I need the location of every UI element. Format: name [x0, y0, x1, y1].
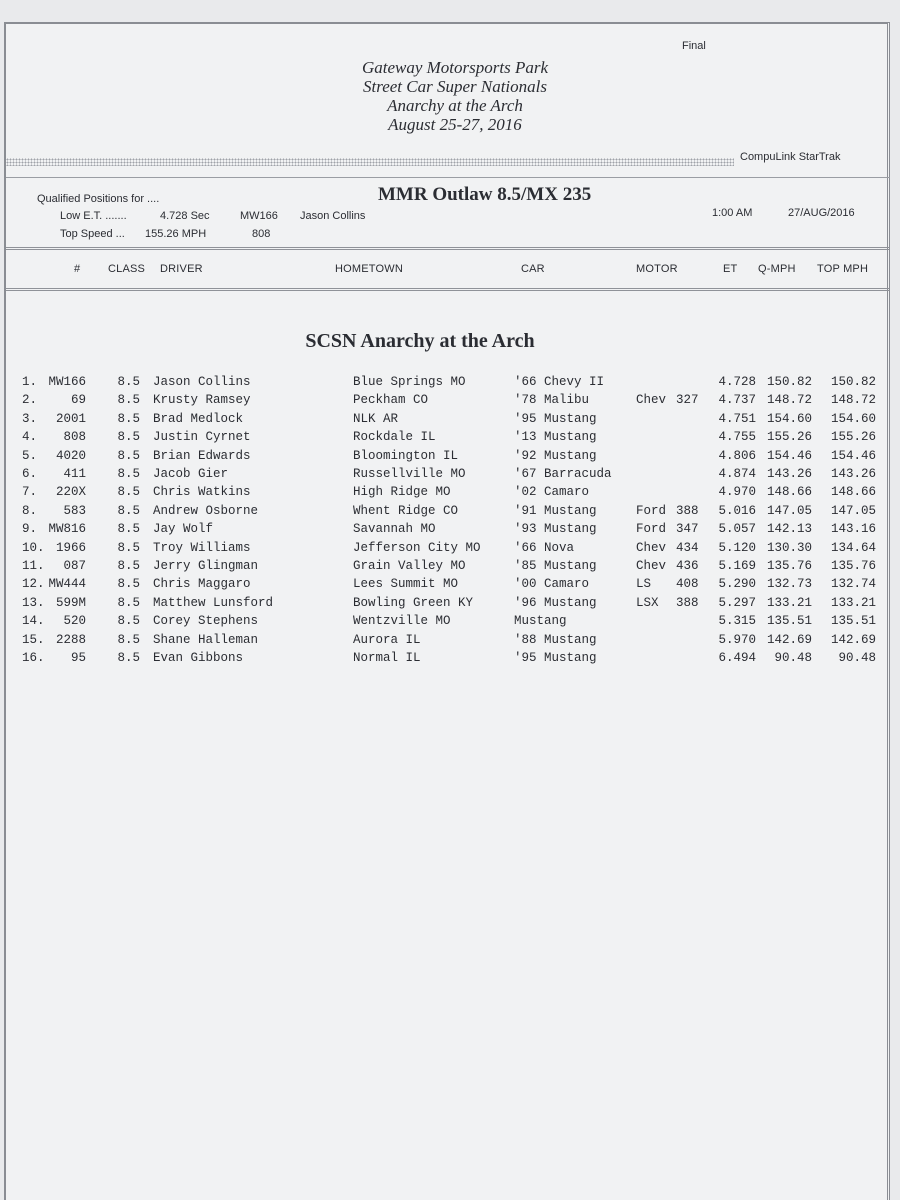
row-driver: Justin Cyrnet [153, 430, 251, 445]
system-label: CompuLink StarTrak [740, 151, 841, 163]
row-motor-cid: 388 [676, 595, 699, 610]
row-qmph: 142.13 [766, 522, 812, 537]
row-car-number: MW816 [48, 522, 86, 537]
row-car: '66 Chevy II [514, 375, 605, 389]
row-car-number: 599M [55, 595, 86, 610]
row-et: 5.057 [718, 522, 756, 537]
row-position: 8. [22, 503, 38, 518]
row-motor-cid: 327 [676, 393, 699, 408]
col-class: CLASS [108, 263, 146, 275]
row-qmph: 142.69 [766, 632, 812, 647]
row-position: 16. [22, 651, 45, 665]
header-rule-top [6, 247, 890, 250]
row-motor-make: Ford [636, 503, 667, 518]
row-qmph: 148.72 [766, 393, 812, 408]
row-car-number: 2001 [55, 411, 86, 426]
row-position: 3. [22, 411, 38, 426]
row-topmph: 147.05 [830, 503, 876, 518]
row-hometown: Normal IL [353, 651, 421, 665]
row-class: 8.5 [117, 411, 140, 426]
row-qmph: 135.76 [766, 559, 812, 573]
row-car: '96 Mustang [514, 595, 597, 610]
row-hometown: Whent Ridge CO [353, 503, 459, 518]
row-et: 4.806 [718, 448, 756, 463]
low-et-driver: Jason Collins [300, 210, 366, 222]
row-driver: Chris Maggaro [153, 577, 251, 592]
row-position: 4. [22, 430, 38, 445]
report-date: 27/AUG/2016 [788, 207, 855, 219]
row-driver: Troy Williams [153, 540, 251, 555]
row-class: 8.5 [117, 467, 140, 481]
row-hometown: NLK AR [353, 411, 399, 426]
col-car: CAR [521, 263, 545, 275]
row-class: 8.5 [117, 393, 140, 408]
class-title: MMR Outlaw 8.5/MX 235 [378, 184, 592, 205]
row-car-number: 583 [63, 503, 86, 518]
row-topmph: 90.48 [838, 651, 876, 665]
row-hometown: Bloomington IL [353, 448, 459, 463]
row-hometown: Savannah MO [353, 522, 436, 537]
row-topmph: 143.16 [830, 522, 876, 537]
row-et: 4.874 [718, 467, 756, 481]
row-qmph: 154.46 [766, 448, 812, 463]
row-topmph: 132.74 [830, 577, 876, 592]
row-driver: Shane Halleman [153, 632, 259, 647]
row-topmph: 154.46 [830, 448, 876, 463]
event-series: Street Car Super Nationals [362, 77, 547, 96]
row-motor-cid: 434 [676, 540, 699, 555]
header-rule-bottom [6, 288, 890, 291]
row-qmph: 147.05 [766, 503, 812, 518]
row-car: '00 Camaro [514, 577, 590, 592]
row-driver: Jerry Glingman [153, 559, 259, 573]
row-class: 8.5 [117, 651, 140, 665]
row-et: 5.016 [718, 503, 756, 518]
row-car-number: MW166 [48, 375, 86, 389]
row-position: 11. [22, 559, 45, 573]
row-qmph: 143.26 [766, 467, 812, 481]
row-topmph: 143.26 [830, 467, 876, 481]
row-class: 8.5 [117, 485, 140, 500]
row-car: '95 Mustang [514, 411, 597, 426]
row-position: 9. [22, 522, 38, 537]
top-speed-value: 155.26 MPH [145, 228, 207, 240]
row-motor-cid: 388 [676, 503, 699, 518]
row-car: '93 Mustang [514, 522, 597, 537]
row-position: 1. [22, 375, 38, 389]
row-class: 8.5 [117, 614, 140, 629]
event-name: Anarchy at the Arch [387, 96, 523, 115]
row-car: '66 Nova [514, 540, 575, 555]
row-driver: Krusty Ramsey [153, 393, 251, 408]
qualified-label: Qualified Positions for .... [37, 193, 160, 205]
event-dates: August 25-27, 2016 [388, 115, 522, 134]
event-title: SCSN Anarchy at the Arch [305, 330, 535, 352]
row-hometown: High Ridge MO [353, 485, 451, 500]
row-motor-make: Chev [636, 393, 667, 408]
row-class: 8.5 [117, 430, 140, 445]
row-motor-make: Ford [636, 522, 667, 537]
row-car-number: MW444 [48, 577, 86, 592]
row-topmph: 135.51 [830, 614, 876, 629]
col-hometown: HOMETOWN [335, 263, 404, 275]
row-hometown: Wentzville MO [353, 614, 451, 629]
dither-rule [6, 158, 734, 166]
row-qmph: 133.21 [766, 595, 812, 610]
row-et: 4.737 [718, 393, 756, 408]
row-et: 5.297 [718, 595, 756, 610]
row-et: 4.970 [718, 485, 756, 500]
row-car: '92 Mustang [514, 448, 597, 463]
row-position: 13. [22, 595, 45, 610]
col-driver: DRIVER [160, 263, 203, 275]
row-car-number: 95 [70, 651, 86, 665]
row-motor-make: LS [636, 577, 652, 592]
row-motor-make: Chev [636, 540, 667, 555]
low-et-car: MW166 [240, 210, 278, 222]
row-driver: Matthew Lunsford [153, 595, 274, 610]
col-topmph: TOP MPH [817, 263, 869, 275]
row-qmph: 154.60 [766, 411, 812, 426]
row-et: 4.751 [718, 411, 756, 426]
low-et-value: 4.728 Sec [160, 210, 210, 222]
row-car-number: 2288 [55, 632, 86, 647]
row-topmph: 135.76 [830, 559, 876, 573]
col-qmph: Q-MPH [758, 263, 796, 275]
row-position: 7. [22, 485, 38, 500]
row-driver: Chris Watkins [153, 485, 251, 500]
row-hometown: Peckham CO [353, 393, 429, 408]
row-topmph: 155.26 [830, 430, 876, 445]
row-class: 8.5 [117, 375, 140, 389]
row-et: 6.494 [718, 651, 756, 665]
row-car: '13 Mustang [514, 430, 597, 445]
row-qmph: 130.30 [766, 540, 812, 555]
row-et: 5.169 [718, 559, 756, 573]
row-qmph: 90.48 [774, 651, 812, 665]
row-motor-make: LSX [636, 595, 659, 610]
row-qmph: 150.82 [766, 375, 812, 389]
row-position: 12. [22, 577, 45, 592]
row-car: '88 Mustang [514, 632, 597, 647]
row-position: 14. [22, 614, 45, 629]
row-et: 4.755 [718, 430, 756, 445]
row-qmph: 135.51 [766, 614, 812, 629]
row-car-number: 4020 [55, 448, 86, 463]
row-position: 2. [22, 393, 38, 408]
row-qmph: 132.73 [766, 577, 812, 592]
row-hometown: Grain Valley MO [353, 559, 466, 573]
row-qmph: 148.66 [766, 485, 812, 500]
row-car-number: 520 [63, 614, 86, 629]
row-et: 5.120 [718, 540, 756, 555]
row-driver: Jay Wolf [153, 522, 214, 537]
row-car: '67 Barracuda [514, 467, 612, 481]
row-driver: Brad Medlock [153, 411, 244, 426]
row-motor-make: Chev [636, 559, 667, 573]
report-time: 1:00 AM [712, 207, 753, 219]
row-class: 8.5 [117, 632, 140, 647]
row-et: 5.290 [718, 577, 756, 592]
row-motor-cid: 436 [676, 559, 699, 573]
row-topmph: 133.21 [830, 595, 876, 610]
row-et: 5.970 [718, 632, 756, 647]
row-driver: Andrew Osborne [153, 503, 259, 518]
status-label: Final [682, 40, 706, 52]
row-topmph: 142.69 [830, 632, 876, 647]
row-hometown: Aurora IL [353, 632, 421, 647]
row-car-number: 220X [55, 485, 86, 500]
row-hometown: Jefferson City MO [353, 540, 481, 555]
row-car-number: 69 [70, 393, 86, 408]
row-class: 8.5 [117, 522, 140, 537]
row-hometown: Russellville MO [353, 467, 466, 481]
row-car: '95 Mustang [514, 651, 597, 665]
row-driver: Jason Collins [153, 375, 251, 389]
row-car: '85 Mustang [514, 559, 597, 573]
row-car-number: 411 [63, 467, 86, 481]
row-car: '02 Camaro [514, 485, 590, 500]
row-position: 6. [22, 467, 38, 481]
row-et: 4.728 [718, 375, 756, 389]
row-car-number: 087 [63, 559, 86, 573]
top-speed-label: Top Speed ... [60, 228, 125, 240]
row-topmph: 154.60 [830, 411, 876, 426]
row-qmph: 155.26 [766, 430, 812, 445]
row-position: 15. [22, 632, 45, 647]
low-et-label: Low E.T. ....... [60, 210, 127, 222]
row-motor-cid: 408 [676, 577, 699, 592]
row-topmph: 150.82 [830, 375, 876, 389]
row-driver: Jacob Gier [153, 467, 229, 481]
col-num: # [74, 263, 81, 275]
row-topmph: 148.72 [830, 393, 876, 408]
row-class: 8.5 [117, 595, 140, 610]
row-class: 8.5 [117, 577, 140, 592]
row-class: 8.5 [117, 559, 140, 573]
row-position: 10. [22, 540, 45, 555]
row-position: 5. [22, 448, 38, 463]
row-class: 8.5 [117, 540, 140, 555]
row-driver: Evan Gibbons [153, 651, 244, 665]
row-car: Mustang [514, 614, 567, 629]
row-topmph: 148.66 [830, 485, 876, 500]
row-car: '78 Malibu [514, 393, 590, 408]
row-driver: Corey Stephens [153, 614, 259, 629]
row-hometown: Lees Summit MO [353, 577, 459, 592]
row-hometown: Bowling Green KY [353, 595, 474, 610]
row-car-number: 1966 [55, 540, 86, 555]
row-motor-cid: 347 [676, 522, 699, 537]
row-class: 8.5 [117, 503, 140, 518]
divider [6, 177, 890, 178]
col-motor: MOTOR [636, 263, 678, 275]
row-car: '91 Mustang [514, 503, 597, 518]
row-topmph: 134.64 [830, 540, 876, 555]
col-et: ET [723, 263, 738, 275]
row-driver: Brian Edwards [153, 448, 251, 463]
top-speed-car: 808 [252, 228, 271, 240]
row-hometown: Blue Springs MO [353, 375, 466, 389]
track-name: Gateway Motorsports Park [361, 58, 549, 77]
row-class: 8.5 [117, 448, 140, 463]
row-et: 5.315 [718, 614, 756, 629]
row-car-number: 808 [63, 430, 86, 445]
row-hometown: Rockdale IL [353, 430, 436, 445]
